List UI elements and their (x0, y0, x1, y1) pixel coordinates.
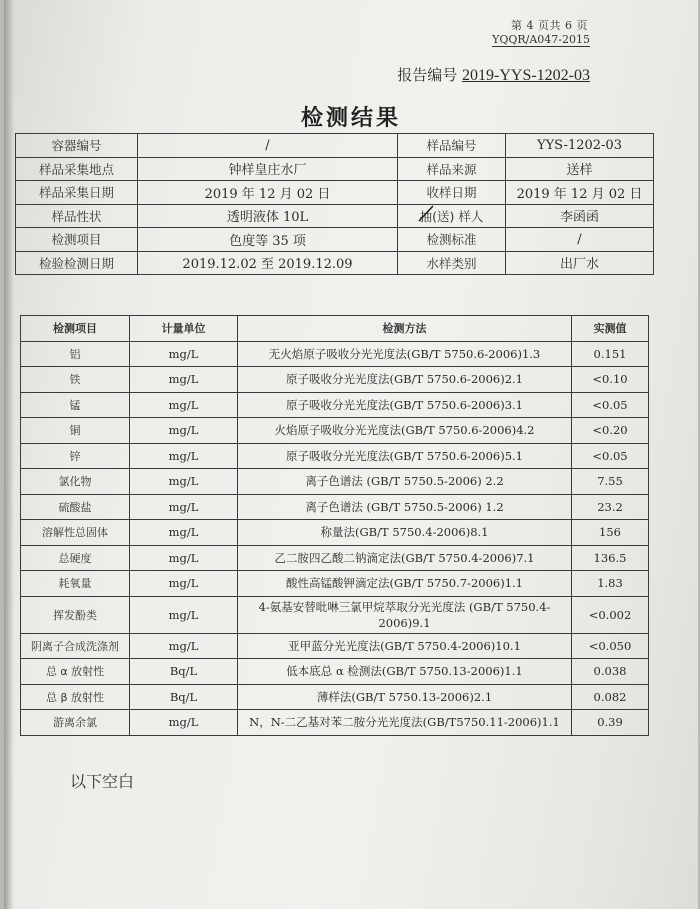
result-method: 乙二胺四乙酸二钠滴定法(GB/T 5750.4-2006)7.1 (238, 545, 572, 571)
result-value: 1.83 (572, 571, 649, 597)
result-item: 总 α 放射性 (21, 659, 130, 685)
result-unit: mg/L (130, 710, 238, 736)
blank-below-note: 以下空白 (70, 772, 135, 791)
result-method: 离子色谱法 (GB/T 5750.5-2006) 1.2 (238, 494, 572, 520)
result-value: <0.10 (572, 367, 649, 393)
info-label: 样品来源 (398, 157, 506, 181)
result-item: 溶解性总固体 (21, 520, 130, 546)
info-value: 送样 (506, 157, 654, 181)
result-value: <0.050 (572, 633, 649, 659)
info-value: 2019 年 12 月 02 日 (138, 181, 398, 205)
info-value: 李函函 (506, 204, 654, 228)
info-value: 色度等 35 项 (138, 228, 398, 252)
result-value: <0.002 (572, 596, 649, 633)
result-unit: Bq/L (130, 659, 238, 685)
info-label: 抽 (送) 样人 (398, 204, 506, 228)
results-row (21, 633, 649, 659)
report-page (4, 0, 698, 909)
result-method: 无火焰原子吸收分光光度法(GB/T 5750.6-2006)1.3 (238, 341, 572, 367)
info-value: 2019 年 12 月 02 日 (506, 181, 654, 205)
result-item: 挥发酚类 (21, 596, 130, 633)
result-method: 称量法(GB/T 5750.4-2006)8.1 (238, 520, 572, 546)
results-row (21, 710, 649, 736)
result-unit: Bq/L (130, 684, 238, 710)
result-method: 原子吸收分光光度法(GB/T 5750.6-2006)3.1 (238, 392, 572, 418)
result-unit: mg/L (130, 596, 238, 633)
result-item: 铝 (21, 341, 130, 367)
info-row (16, 251, 654, 275)
info-label: 容器编号 (16, 134, 138, 158)
result-item: 阴离子合成洗涤剂 (21, 633, 130, 659)
result-unit: mg/L (130, 494, 238, 520)
results-row (21, 341, 649, 367)
results-header-row (21, 316, 649, 342)
result-unit: mg/L (130, 418, 238, 444)
result-method: 低本底总 α 检测法(GB/T 5750.13-2006)1.1 (238, 659, 572, 685)
results-row (21, 596, 649, 633)
result-item: 总硬度 (21, 545, 130, 571)
report-number-value: 2019-YYS-1202-03 (462, 67, 590, 84)
result-unit: mg/L (130, 443, 238, 469)
result-value: 23.2 (572, 494, 649, 520)
result-item: 游离余氯 (21, 710, 130, 736)
info-value: 钟样皇庄水厂 (138, 157, 398, 181)
result-unit: mg/L (130, 633, 238, 659)
info-label: 样品编号 (398, 134, 506, 158)
info-label: 检测标准 (398, 228, 506, 252)
results-row (21, 494, 649, 520)
page-title: 检测结果 (300, 106, 401, 131)
info-label: 检测项目 (16, 228, 138, 252)
results-row (21, 545, 649, 571)
info-value: 2019.12.02 至 2019.12.09 (138, 251, 398, 275)
results-row (21, 367, 649, 393)
result-unit: mg/L (130, 469, 238, 495)
results-row (21, 469, 649, 495)
info-label: 收样日期 (398, 181, 506, 205)
result-item: 耗氧量 (21, 571, 130, 597)
info-row (16, 228, 654, 252)
report-number-label: 报告编号 (397, 66, 458, 84)
result-item: 锰 (21, 392, 130, 418)
report-number (397, 64, 590, 85)
result-unit: mg/L (130, 545, 238, 571)
result-value: 0.038 (572, 659, 649, 685)
results-row (21, 659, 649, 685)
result-item: 氯化物 (21, 469, 130, 495)
result-value: 0.082 (572, 684, 649, 710)
info-label: 样品采集日期 (16, 181, 138, 205)
result-item: 铜 (21, 418, 130, 444)
info-label: 样品采集地点 (16, 157, 138, 181)
result-item: 总 β 放射性 (21, 684, 130, 710)
result-method: 亚甲蓝分光光度法(GB/T 5750.4-2006)10.1 (238, 633, 572, 659)
header-method: 检测方法 (238, 316, 572, 342)
info-value: 透明液体 10L (138, 204, 398, 228)
result-method: 酸性高锰酸钾滴定法(GB/T 5750.7-2006)1.1 (238, 571, 572, 597)
header-unit: 计量单位 (130, 316, 238, 342)
result-item: 锌 (21, 443, 130, 469)
struck-text: 抽 (420, 207, 433, 225)
header-item: 检测项目 (21, 316, 130, 342)
result-value: 136.5 (572, 545, 649, 571)
results-row (21, 571, 649, 597)
result-value: 0.39 (572, 710, 649, 736)
result-value: <0.20 (572, 418, 649, 444)
result-method: 薄样法(GB/T 5750.13-2006)2.1 (238, 684, 572, 710)
result-method: 原子吸收分光光度法(GB/T 5750.6-2006)2.1 (238, 367, 572, 393)
info-row (16, 181, 654, 205)
info-row (16, 157, 654, 181)
result-method: 原子吸收分光光度法(GB/T 5750.6-2006)5.1 (238, 443, 572, 469)
result-unit: mg/L (130, 367, 238, 393)
results-row (21, 443, 649, 469)
result-method: 火焰原子吸收分光光度法(GB/T 5750.6-2006)4.2 (238, 418, 572, 444)
result-unit: mg/L (130, 392, 238, 418)
info-label: 检验检测日期 (16, 251, 138, 275)
result-unit: mg/L (130, 520, 238, 546)
results-row (21, 684, 649, 710)
result-item: 铁 (21, 367, 130, 393)
results-row (21, 392, 649, 418)
result-value: 0.151 (572, 341, 649, 367)
info-label: 水样类别 (398, 251, 506, 275)
result-method: 4-氨基安替吡啉三氯甲烷萃取分光光度法 (GB/T 5750.4-2006)9.1 (238, 596, 572, 633)
result-value: <0.05 (572, 392, 649, 418)
sample-info-table (15, 133, 654, 275)
info-value: / (138, 134, 398, 158)
results-table (20, 315, 649, 736)
result-item: 硫酸盐 (21, 494, 130, 520)
result-value: 7.55 (572, 469, 649, 495)
result-value: <0.05 (572, 443, 649, 469)
results-row (21, 418, 649, 444)
result-method: N，N-二乙基对苯二胺分光光度法(GB/T5750.11-2006)1.1 (238, 710, 572, 736)
result-unit: mg/L (130, 341, 238, 367)
info-row (16, 134, 654, 158)
strike-mark (416, 204, 436, 224)
page-number: 第 4 页共 6 页 (511, 19, 588, 32)
result-method: 离子色谱法 (GB/T 5750.5-2006) 2.2 (238, 469, 572, 495)
info-row (16, 204, 654, 228)
header-value: 实测值 (572, 316, 649, 342)
info-value: / (506, 228, 654, 252)
info-value: YYS-1202-03 (506, 134, 654, 158)
form-code: YQQR/A047-2015 (492, 33, 590, 46)
info-value: 出厂水 (506, 251, 654, 275)
results-row (21, 520, 649, 546)
result-value: 156 (572, 520, 649, 546)
result-unit: mg/L (130, 571, 238, 597)
info-label: 样品性状 (16, 204, 138, 228)
